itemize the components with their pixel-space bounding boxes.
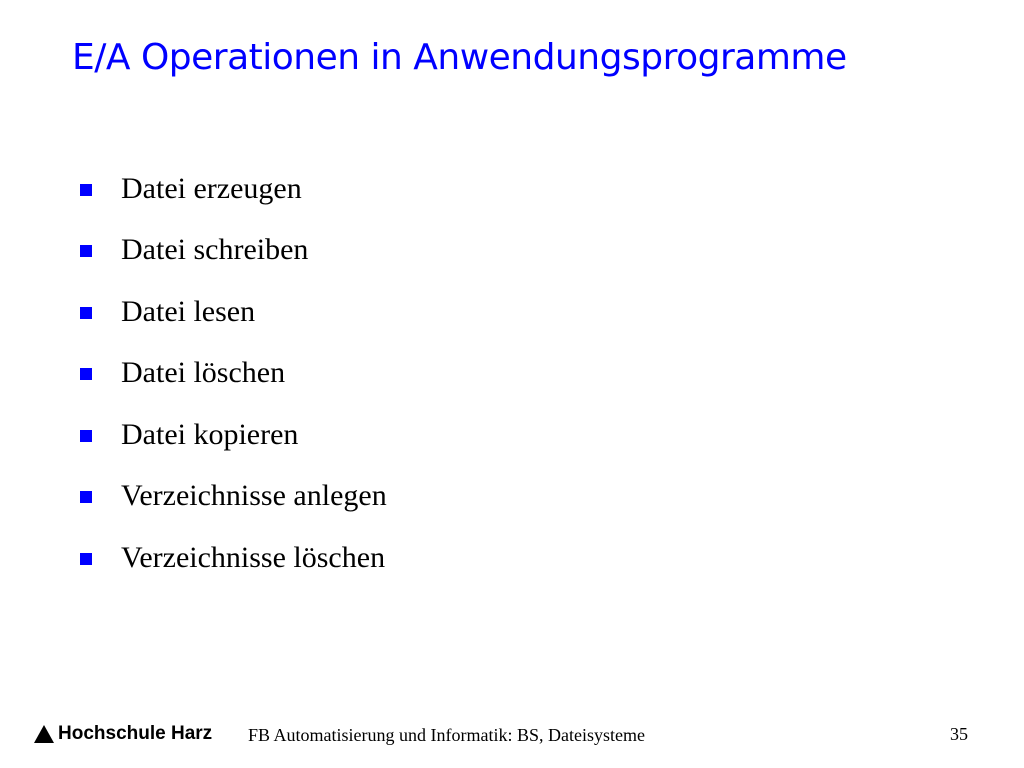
bullet-text: Datei schreiben [121, 233, 309, 267]
slide-footer [0, 718, 1024, 754]
square-bullet-icon [80, 491, 92, 503]
logo-text: Hochschule Harz [58, 723, 213, 744]
slide-title: E/A Operationen in Anwendungsprogramme [72, 37, 847, 78]
bullet-text: Verzeichnisse anlegen [121, 479, 387, 513]
bullet-item [80, 404, 387, 466]
bullet-text: Datei lesen [121, 294, 256, 328]
square-bullet-icon [80, 368, 92, 380]
triangle-icon [34, 725, 54, 743]
bullet-item [80, 466, 387, 528]
square-bullet-icon [80, 184, 92, 196]
bullet-text: Datei löschen [121, 356, 286, 390]
bullet-text: Datei erzeugen [121, 171, 302, 205]
hochschule-harz-logo [34, 723, 212, 745]
square-bullet-icon [80, 553, 92, 565]
square-bullet-icon [80, 307, 92, 319]
footer-caption: FB Automatisierung und Informatik: BS, Dateisysteme [248, 725, 645, 745]
bullet-list [80, 158, 387, 589]
page-number: 35 [950, 724, 968, 744]
bullet-item [80, 158, 387, 220]
bullet-item [80, 281, 387, 343]
square-bullet-icon [80, 245, 92, 257]
bullet-item [80, 343, 387, 405]
bullet-item [80, 527, 387, 589]
bullet-text: Datei kopieren [121, 417, 299, 451]
bullet-item [80, 220, 387, 282]
square-bullet-icon [80, 430, 92, 442]
bullet-text: Verzeichnisse löschen [121, 540, 386, 574]
